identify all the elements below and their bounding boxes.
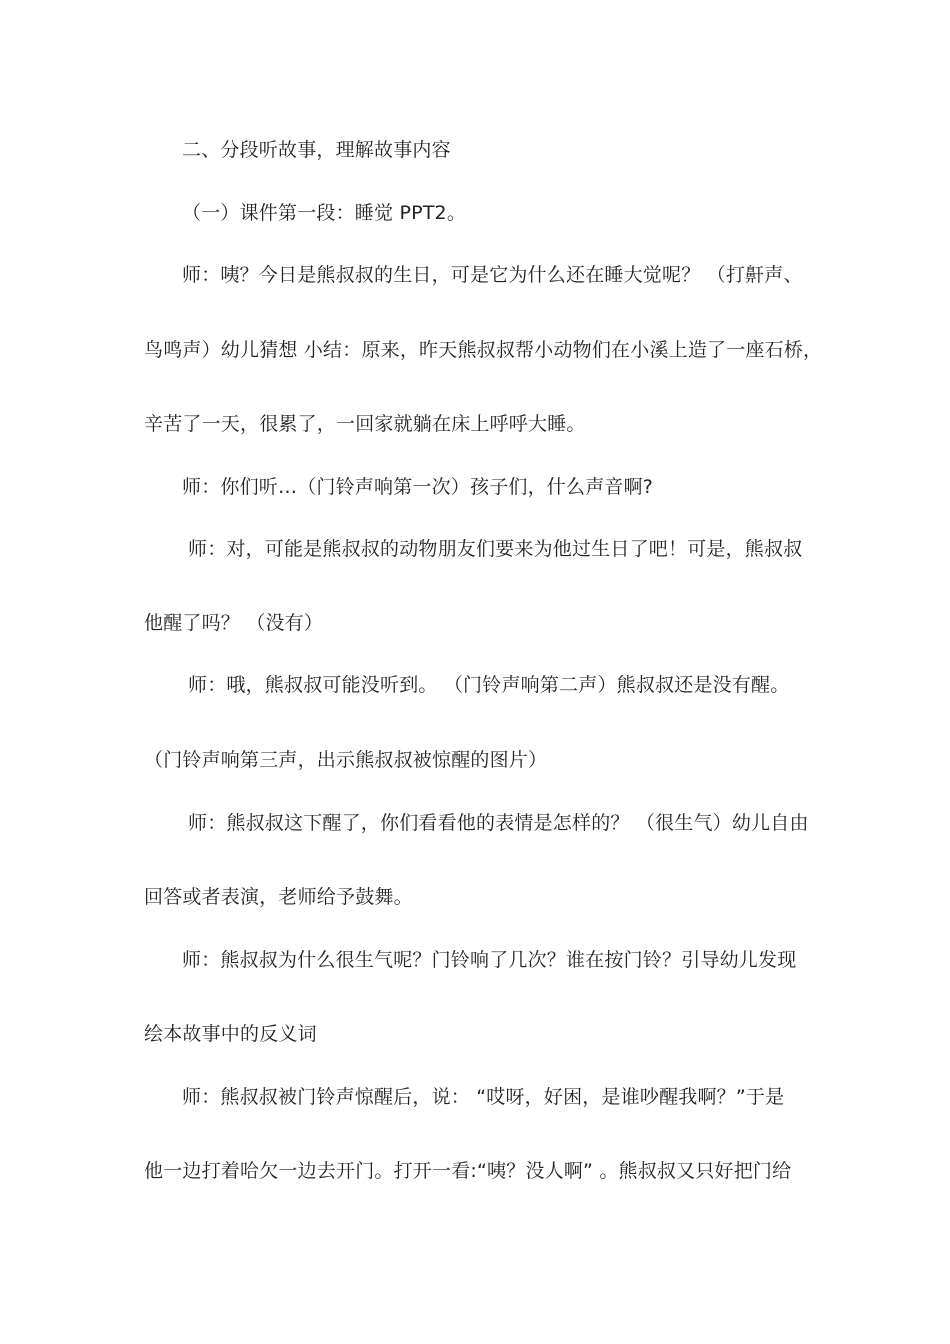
paragraph-line: 他醒了吗？ （没有） [144, 612, 324, 634]
paragraph-line: 师：熊叔叔这下醒了，你们看看他的表情是怎样的？ （很生气）幼儿自由 [188, 812, 809, 834]
paragraph-line: 鸟鸣声）幼儿猜想 小结：原来，昨天熊叔叔帮小动物们在小溪上造了一座石桥， [144, 339, 823, 361]
section-heading: 二、分段听故事，理解故事内容 [182, 139, 451, 161]
paragraph-line: 师：熊叔叔被门铃声惊醒后，说： “哎呀，好困，是谁吵醒我啊？”于是 [182, 1086, 785, 1108]
paragraph-line: 辛苦了一天，很累了，一回家就躺在床上呼呼大睡。 [144, 413, 586, 435]
paragraph-line: 他一边打着哈欠一边去开门。打开一看:“咦？没人啊” 。熊叔叔又只好把门给 [144, 1160, 792, 1182]
subsection-heading: （一）课件第一段：睡觉 PPT2。 [182, 202, 467, 224]
paragraph-line: 师：熊叔叔为什么很生气呢？门铃响了几次？谁在按门铃？引导幼儿发现 [182, 949, 797, 971]
paragraph-line: 绘本故事中的反义词 [144, 1023, 317, 1045]
paragraph-line: 师：哦，熊叔叔可能没听到。 （门铃声响第二声）熊叔叔还是没有醒。 [188, 674, 790, 696]
paragraph-line: （门铃声响第三声，出示熊叔叔被惊醒的图片） [144, 749, 548, 771]
paragraph-line: 回答或者表演，老师给予鼓舞。 [144, 886, 413, 908]
paragraph-line: 师：咦？今日是熊叔叔的生日，可是它为什么还在睡大觉呢？ （打鼾声、 [182, 264, 803, 286]
paragraph-line: 师：对，可能是熊叔叔的动物朋友们要来为他过生日了吧！可是，熊叔叔 [188, 538, 803, 560]
paragraph-line: 师：你们听…（门铃声响第一次）孩子们，什么声音啊? [182, 476, 654, 498]
